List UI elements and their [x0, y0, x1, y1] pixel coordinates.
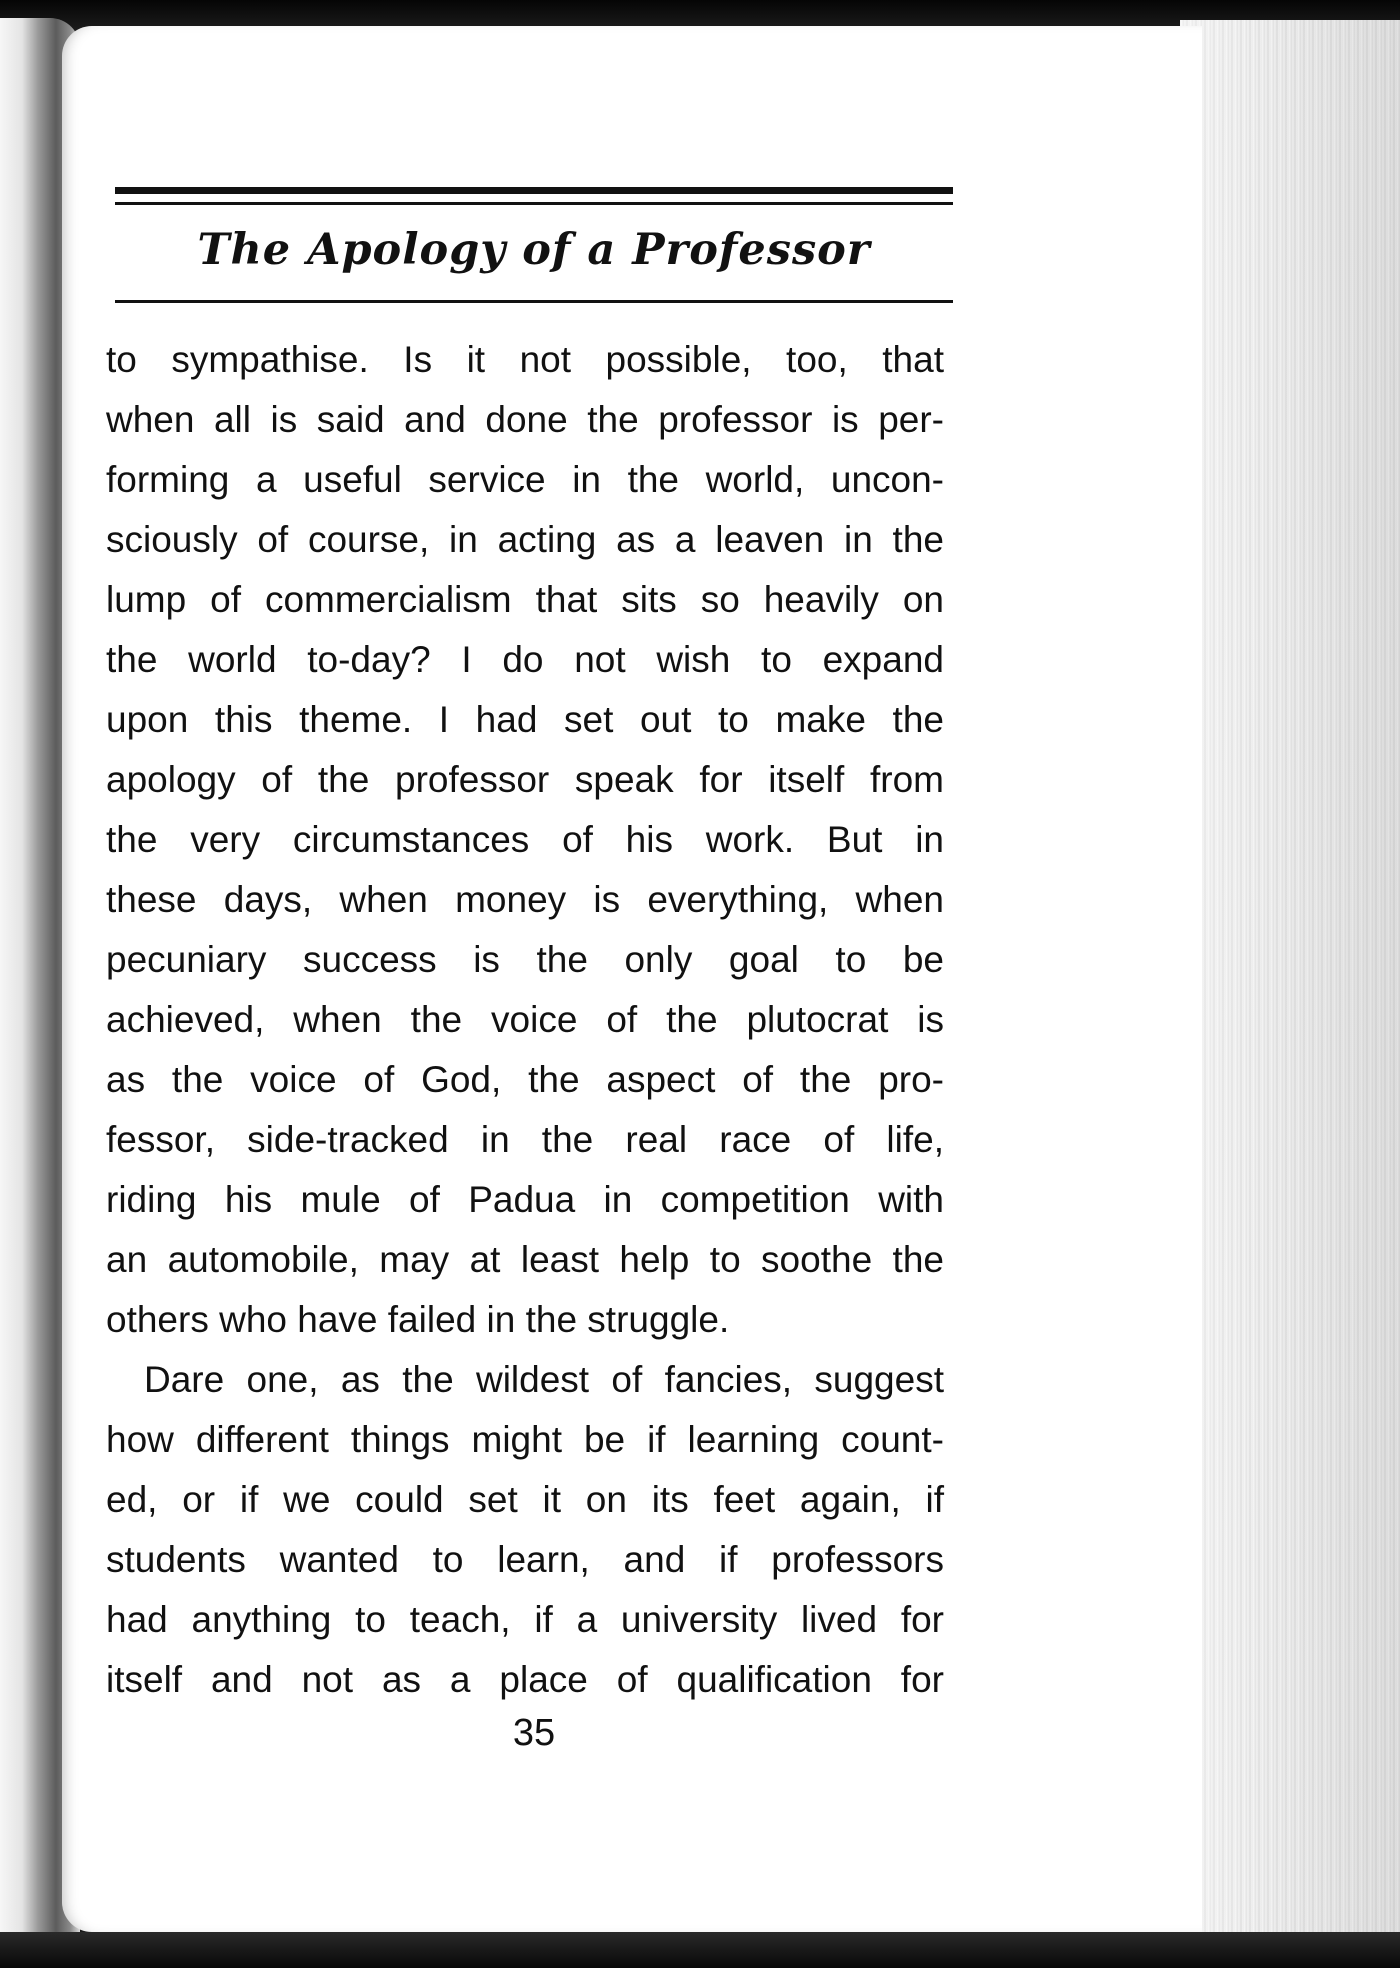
text-line: the very circumstances of his work. But in — [106, 819, 944, 860]
text-line: students wanted to learn, and if professors — [106, 1539, 944, 1580]
text-line: these days, when money is everything, when — [106, 879, 944, 920]
body-text — [106, 330, 944, 1710]
text-line: forming a useful service in the world, uncon- — [106, 459, 944, 500]
scan-bottom-border — [0, 1932, 1400, 1968]
text-line: sciously of course, in acting as a leaven in the — [106, 519, 944, 560]
page-number: 35 — [512, 1712, 556, 1754]
running-head: The Apology of a Professor — [197, 225, 871, 275]
text-line: Dare one, as the wildest of fancies, suggest — [144, 1359, 944, 1400]
text-line: apology of the professor speak for itself from — [106, 759, 944, 800]
text-line: itself and not as a place of qualification for — [106, 1659, 944, 1700]
text-line: upon this theme. I had set out to make the — [106, 699, 944, 740]
text-line: as the voice of God, the aspect of the pro- — [106, 1059, 944, 1100]
text-line: achieved, when the voice of the plutocrat is — [106, 999, 944, 1040]
text-line: to sympathise. Is it not possible, too, that — [106, 339, 944, 380]
header-rule-thin — [115, 202, 953, 205]
text-line: pecuniary success is the only goal to be — [106, 939, 944, 980]
text-line: how different things might be if learning count- — [106, 1419, 944, 1460]
text-line: ed, or if we could set it on its feet again, if — [106, 1479, 944, 1520]
running-head-underline — [115, 300, 953, 303]
text-line: others who have failed in the struggle. — [106, 1299, 730, 1340]
text-line: the world to-day? I do not wish to expand — [106, 639, 944, 680]
text-line: riding his mule of Padua in competition with — [106, 1179, 944, 1220]
text-line: had anything to teach, if a university lived for — [106, 1599, 944, 1640]
text-line: when all is said and done the professor is per- — [106, 399, 944, 440]
text-line: fessor, side-tracked in the real race of life, — [106, 1119, 944, 1160]
text-line: lump of commercialism that sits so heavily on — [106, 579, 944, 620]
text-line: an automobile, may at least help to soothe the — [106, 1239, 944, 1280]
book-page-edges — [1180, 20, 1400, 1938]
header-rule-thick — [115, 187, 953, 194]
